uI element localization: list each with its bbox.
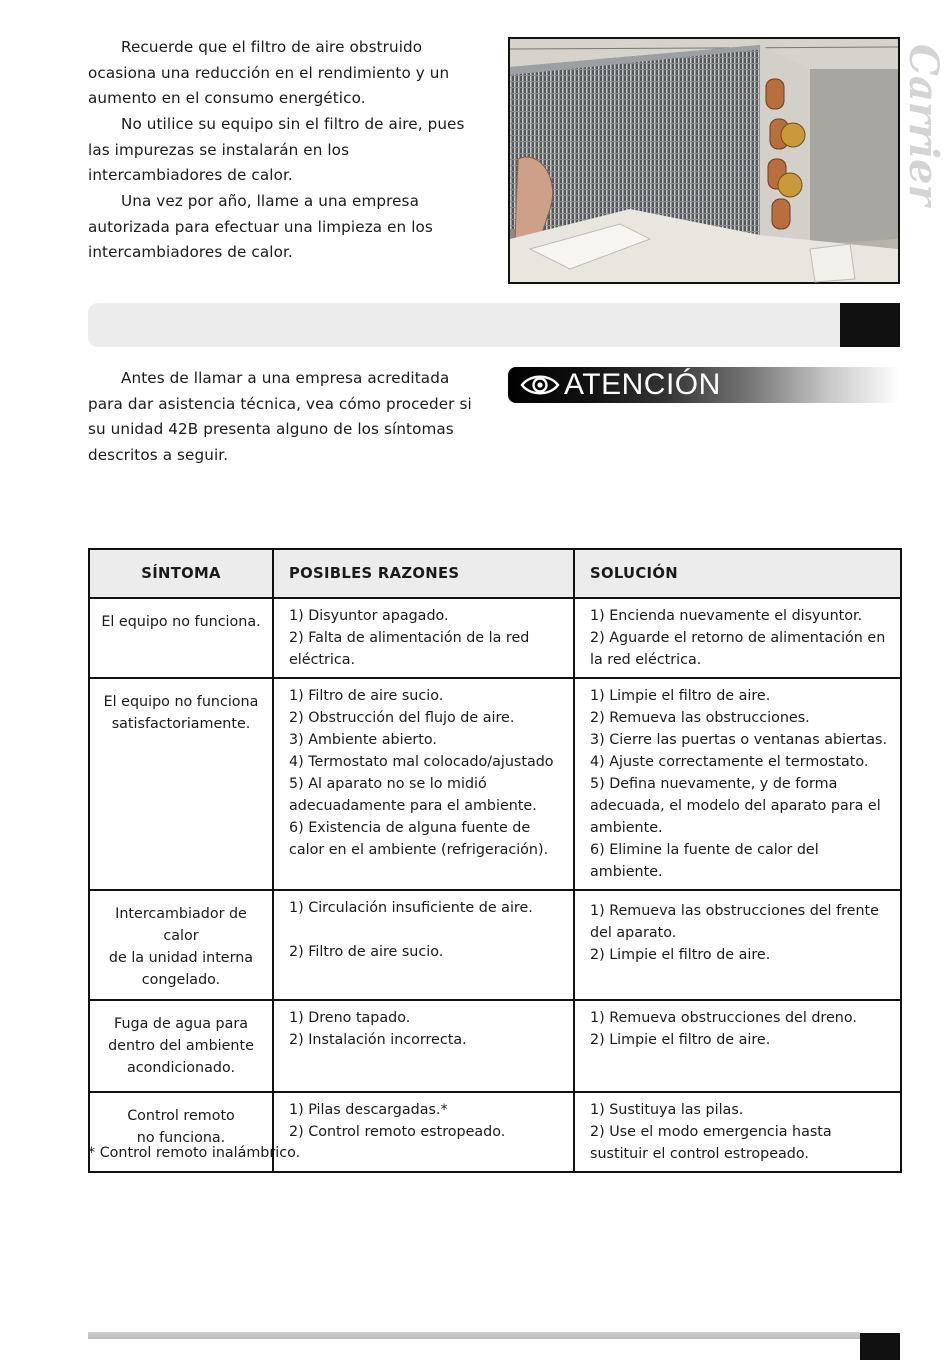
section-header-band <box>88 303 840 347</box>
header-solution: SOLUCIÓN <box>574 549 901 598</box>
reason-line: 1) Disyuntor apagado. <box>289 608 449 624</box>
reason-line: 1) Dreno tapado. <box>289 1010 411 1026</box>
table-row <box>89 1000 901 1092</box>
footer-tab <box>860 1333 900 1360</box>
intro-paragraph-3: Una vez por año, llame a una empresa autorizada para efectuar una limpieza en los intercambiadores de calor. <box>88 192 433 261</box>
symptom-line: El equipo no funciona. <box>101 614 261 630</box>
solution-line: 6) Elimine la fuente de calor del ambiente. <box>590 842 819 880</box>
footnote: * Control remoto inalámbrico. <box>88 1145 301 1161</box>
reason-line: 1) Pilas descargadas.* <box>289 1102 448 1118</box>
symptom-line: El equipo no funciona <box>103 694 259 710</box>
reason-line: 2) Falta de alimentación de la red eléctrica. <box>289 630 530 668</box>
reason-line: 4) Termostato mal colocado/ajustado <box>289 754 554 770</box>
symptom-line: Intercambiador de calor <box>115 906 247 944</box>
brand-logo-mark <box>900 40 947 250</box>
solution-line: 1) Remueva las obstrucciones del frente del aparato. <box>590 903 879 941</box>
reason-line: 1) Filtro de aire sucio. <box>289 688 444 704</box>
table-row <box>89 678 901 890</box>
attention-label: ATENCIÓN <box>564 368 721 401</box>
reason-spacer <box>289 919 565 941</box>
solution-line: 2) Remueva las obstrucciones. <box>590 710 810 726</box>
solutions-cell <box>574 678 901 890</box>
table-row <box>89 890 901 1000</box>
reason-line: 3) Ambiente abierto. <box>289 732 437 748</box>
solution-line: 1) Limpie el filtro de aire. <box>590 688 771 704</box>
footer-bar <box>88 1332 860 1339</box>
reasons-cell <box>273 678 574 890</box>
reason-line: 2) Instalación incorrecta. <box>289 1032 467 1048</box>
reasons-cell <box>273 1000 574 1092</box>
solution-line: 1) Remueva obstrucciones del dreno. <box>590 1010 857 1026</box>
reason-line: 2) Obstrucción del flujo de aire. <box>289 710 515 726</box>
solution-line: 2) Limpie el filtro de aire. <box>590 1032 771 1048</box>
attention-banner <box>508 367 900 403</box>
solutions-cell <box>574 890 901 1000</box>
solution-line: 2) Use el modo emergencia hasta sustituir el control estropeado. <box>590 1124 832 1162</box>
symptom-cell <box>89 598 273 678</box>
header-reasons: POSIBLES RAZONES <box>273 549 574 598</box>
solution-line: 4) Ajuste correctamente el termostato. <box>590 754 869 770</box>
header-symptom: SÍNTOMA <box>89 549 273 598</box>
symptom-cell <box>89 1000 273 1092</box>
solution-line: 3) Cierre las puertas o ventanas abiertas. <box>590 732 888 748</box>
reason-line: 1) Circulación insuficiente de aire. <box>289 900 533 916</box>
reasons-cell <box>273 890 574 1000</box>
reason-line: 6) Existencia de alguna fuente de calor en el ambiente (refrigeración). <box>289 820 549 858</box>
solution-line: 1) Encienda nuevamente el disyuntor. <box>590 608 863 624</box>
solutions-cell <box>574 1092 901 1172</box>
reason-line: 2) Control remoto estropeado. <box>289 1124 506 1140</box>
reason-line: 5) Al aparato no se lo midió adecuadamente para el ambiente. <box>289 776 537 814</box>
symptom-cell <box>89 678 273 890</box>
reason-line: 2) Filtro de aire sucio. <box>289 944 444 960</box>
symptom-line: Control remoto <box>127 1108 235 1124</box>
reasons-cell <box>273 598 574 678</box>
symptom-line: congelado. <box>141 972 221 988</box>
solutions-cell <box>574 1000 901 1092</box>
solution-line: 2) Aguarde el retorno de alimentación en la red eléctrica. <box>590 630 886 668</box>
solutions-cell <box>574 598 901 678</box>
reasons-cell <box>273 1092 574 1172</box>
solution-line: 5) Defina nuevamente, y de forma adecuada, el modelo del aparato para el ambiente. <box>590 776 881 836</box>
heat-exchanger-illustration <box>510 39 898 282</box>
brand-logo <box>900 40 947 250</box>
symptom-line: no funciona. <box>136 1130 226 1146</box>
symptom-line: de la unidad interna <box>108 950 254 966</box>
intro-paragraph-1: Recuerde que el filtro de aire obstruido ocasiona una reducción en el rendimiento y un aumento en el consumo energético. <box>88 38 450 107</box>
heat-exchanger-photo <box>508 37 900 284</box>
section-paragraph: Antes de llamar a una empresa acreditada para dar asistencia técnica, vea cómo proceder si su unidad 42B presenta alguno de los síntomas descritos a seguir. <box>88 369 472 464</box>
symptom-line: acondicionado. <box>127 1060 235 1076</box>
eye-icon <box>520 373 560 397</box>
troubleshooting-table <box>88 548 902 1173</box>
symptom-line: Fuga de agua para <box>114 1016 248 1032</box>
section-header-tab <box>840 303 900 347</box>
solution-line: 1) Sustituya las pilas. <box>590 1102 744 1118</box>
table-row <box>89 598 901 678</box>
symptom-line: satisfactoriamente. <box>111 716 251 732</box>
symptom-cell <box>89 890 273 1000</box>
table-header-row <box>89 549 901 598</box>
intro-paragraph-2: No utilice su equipo sin el filtro de aire, pues las impurezas se instalarán en los intercambiadores de calor. <box>88 115 465 184</box>
symptom-line: dentro del ambiente <box>108 1038 254 1054</box>
brand-logo-text: Carrier <box>900 44 947 206</box>
solution-line: 2) Limpie el filtro de aire. <box>590 947 771 963</box>
